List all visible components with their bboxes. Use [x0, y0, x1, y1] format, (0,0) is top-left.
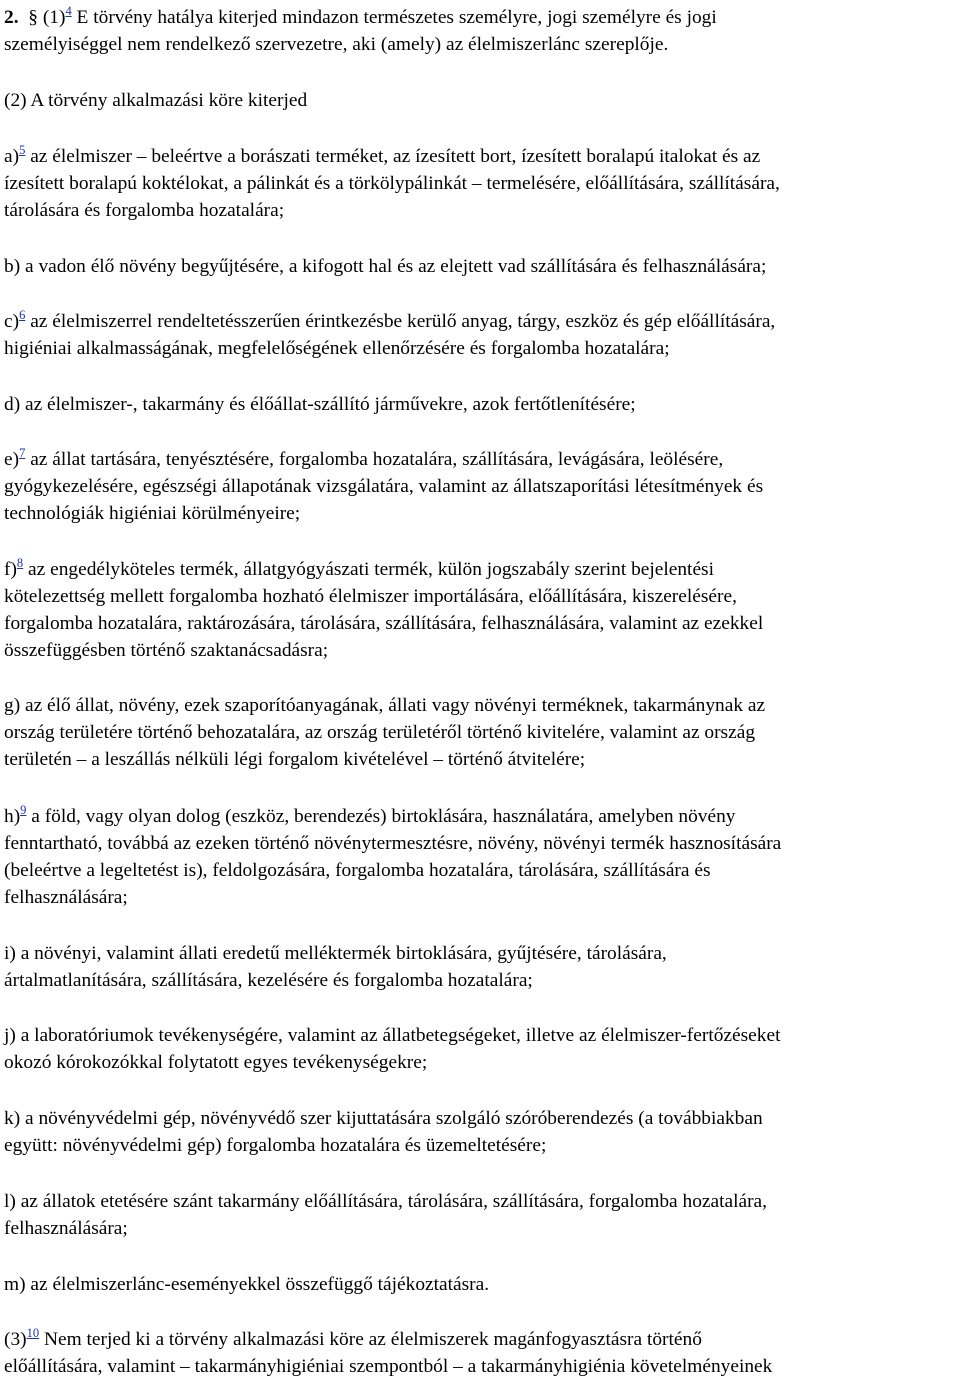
- point-m: [4, 1271, 960, 1298]
- point-a-text-line-2: ízesített boralapú koktélokat, a pálinkát és a törkölypálinkát – termelésére, előállítására, szállítására,: [4, 173, 780, 194]
- point-d: [4, 391, 960, 418]
- point-h-prefix: h): [4, 806, 21, 827]
- point-a: [4, 143, 960, 224]
- point-l-text-line-2: felhasználására;: [4, 1218, 128, 1239]
- point-h-text-line-4: felhasználására;: [4, 887, 128, 908]
- section-number: 2.: [4, 7, 19, 28]
- point-g-text-line-2: ország területére történő behozatalára, az ország területéről történő kivitelére, valamint az ország: [4, 722, 756, 743]
- footnote-link-6[interactable]: 6: [19, 308, 26, 322]
- point-f: [4, 556, 960, 664]
- point-g: [4, 692, 960, 773]
- point-h-line-1: [4, 803, 960, 830]
- point-h-text-line-1: a föld, vagy olyan dolog (eszköz, berendezés) birtoklására, használatára, amelyben növény: [31, 806, 736, 827]
- point-k-text-line-1: k) a növényvédelmi gép, növényvédő szer kijuttatására szolgáló szóróberendezés (a továbbiakban: [4, 1108, 763, 1129]
- point-c-text-line-2: higiéniai alkalmasságának, megfelelőségének ellenőrzésére és forgalomba hozatalára;: [4, 338, 670, 359]
- paragraph-1-text-line-2: személyiséggel nem rendelkező szervezetre, aki (amely) az élelmiszerlánc szereplője.: [4, 34, 669, 55]
- point-i-text-line-2: ártalmatlanítására, szállítására, kezelésére és forgalomba hozatalára;: [4, 970, 533, 991]
- point-f-text-line-2: kötelezettség mellett forgalomba hozható élelmiszer importálására, előállítására, kiszerelésére,: [4, 586, 737, 607]
- point-a-prefix: a): [4, 146, 20, 167]
- paragraph-3-text-line-1: Nem terjed ki a törvény alkalmazási köre az élelmiszerek magánfogyasztásra történő: [43, 1329, 702, 1350]
- point-c-text-line-1: az élelmiszerrel rendeltetésszerűen érintkezésbe kerülő anyag, tárgy, eszköz és gép előállítására,: [30, 311, 776, 332]
- point-l: [4, 1188, 960, 1242]
- point-c-prefix: c): [4, 311, 20, 332]
- point-g-text-line-3: területén – a leszállás nélküli légi forgalom kivételével – történő átvitelére;: [4, 749, 586, 770]
- point-l-text-line-1: l) az állatok etetésére szánt takarmány előállítására, tárolására, szállítására, forgalomba hozatalára,: [4, 1191, 768, 1212]
- paragraph-1-text-line-1: E törvény hatálya kiterjed mindazon természetes személyre, jogi személyre és jogi: [76, 7, 717, 28]
- paragraph-3: [4, 1326, 960, 1380]
- footnote-link-5[interactable]: 5: [19, 143, 26, 157]
- paragraph-2-intro: [4, 87, 960, 114]
- footnote-link-9[interactable]: 9: [20, 803, 27, 817]
- point-f-text-line-1: az engedélyköteles termék, állatgyógyászati termék, külön jogszabály szerint bejelentési: [28, 559, 714, 580]
- point-a-line-1: [4, 143, 960, 170]
- point-j: [4, 1022, 960, 1076]
- point-e-text-line-2: gyógykezelésére, egészségi állapotának vizsgálatára, valamint az állatszaporítási létesítmények és: [4, 476, 764, 497]
- point-j-text-line-1: j) a laboratóriumok tevékenységére, valamint az állatbetegségeket, illetve az élelmiszer-fertőzéseket: [4, 1025, 781, 1046]
- point-e-text-line-1: az állat tartására, tenyésztésére, forgalomba hozatalára, szállítására, levágására, leölésére,: [30, 449, 724, 470]
- paragraph-3-line-1: [4, 1326, 960, 1353]
- point-i: [4, 940, 960, 994]
- point-e-prefix: e): [4, 449, 20, 470]
- point-h-text-line-3: (beleértve a legeltetést is), feldolgozására, forgalomba hozatalára, tárolására, szállítására és: [4, 860, 711, 881]
- paragraph-1-prefix: (1): [42, 7, 66, 28]
- point-f-text-line-3: forgalomba hozatalára, raktározására, tárolására, szállítására, felhasználására, valamint az ezekkel: [4, 613, 764, 634]
- point-e: [4, 446, 960, 527]
- point-f-line-1: [4, 556, 960, 583]
- point-d-text: d) az élelmiszer-, takarmány és élőállat-szállító járművekre, azok fertőtlenítésére;: [4, 394, 636, 415]
- point-f-text-line-4: összefüggésben történő szaktanácsadásra;: [4, 640, 329, 661]
- point-a-text-line-3: tárolására és forgalomba hozatalára;: [4, 200, 285, 221]
- point-b-text: b) a vadon élő növény begyűjtésére, a kifogott hal és az elejtett vad szállítására és felhasználására;: [4, 256, 767, 277]
- section-symbol: §: [28, 7, 38, 28]
- point-e-text-line-3: technológiák higiéniai körülményeire;: [4, 503, 301, 524]
- point-e-line-1: [4, 446, 960, 473]
- point-h: [4, 803, 960, 911]
- paragraph-1: [4, 4, 960, 58]
- footnote-link-4[interactable]: 4: [65, 4, 72, 18]
- point-j-text-line-2: okozó kórokozókkal folytatott egyes tevékenységekre;: [4, 1052, 428, 1073]
- point-b: [4, 253, 960, 280]
- point-m-text: m) az élelmiszerlánc-eseményekkel összefüggő tájékoztatásra.: [4, 1274, 490, 1295]
- point-c-line-1: [4, 308, 960, 335]
- point-i-text-line-1: i) a növényi, valamint állati eredetű melléktermék birtoklására, gyűjtésére, tárolására,: [4, 943, 667, 964]
- paragraph-2-text: (2) A törvény alkalmazási köre kiterjed: [4, 90, 308, 111]
- point-h-text-line-2: fenntartható, továbbá az ezeken történő növénytermesztésre, növény, növényi termék hasznosítására: [4, 833, 782, 854]
- paragraph-1-line-1: [4, 4, 960, 31]
- point-f-prefix: f): [4, 559, 17, 580]
- point-c: [4, 308, 960, 362]
- paragraph-3-prefix: (3): [4, 1329, 27, 1350]
- footnote-link-8[interactable]: 8: [16, 556, 24, 570]
- point-g-text-line-1: g) az élő állat, növény, ezek szaporítóanyagának, állati vagy növényi terméknek, takarmánynak az: [4, 695, 766, 716]
- footnote-link-10[interactable]: 10: [26, 1326, 40, 1340]
- paragraph-3-text-line-2: előállítására, valamint – takarmányhigiéniai szempontból – a takarmányhigiénia követelményeinek: [4, 1356, 773, 1377]
- point-k-text-line-2: együtt: növényvédelmi gép) forgalomba hozatalára és üzemeltetésére;: [4, 1135, 547, 1156]
- point-a-text-line-1: az élelmiszer – beleértve a borászati terméket, az ízesített bort, ízesített boralapú italokat és az: [30, 146, 761, 167]
- point-k: [4, 1105, 960, 1159]
- footnote-link-7[interactable]: 7: [19, 446, 26, 460]
